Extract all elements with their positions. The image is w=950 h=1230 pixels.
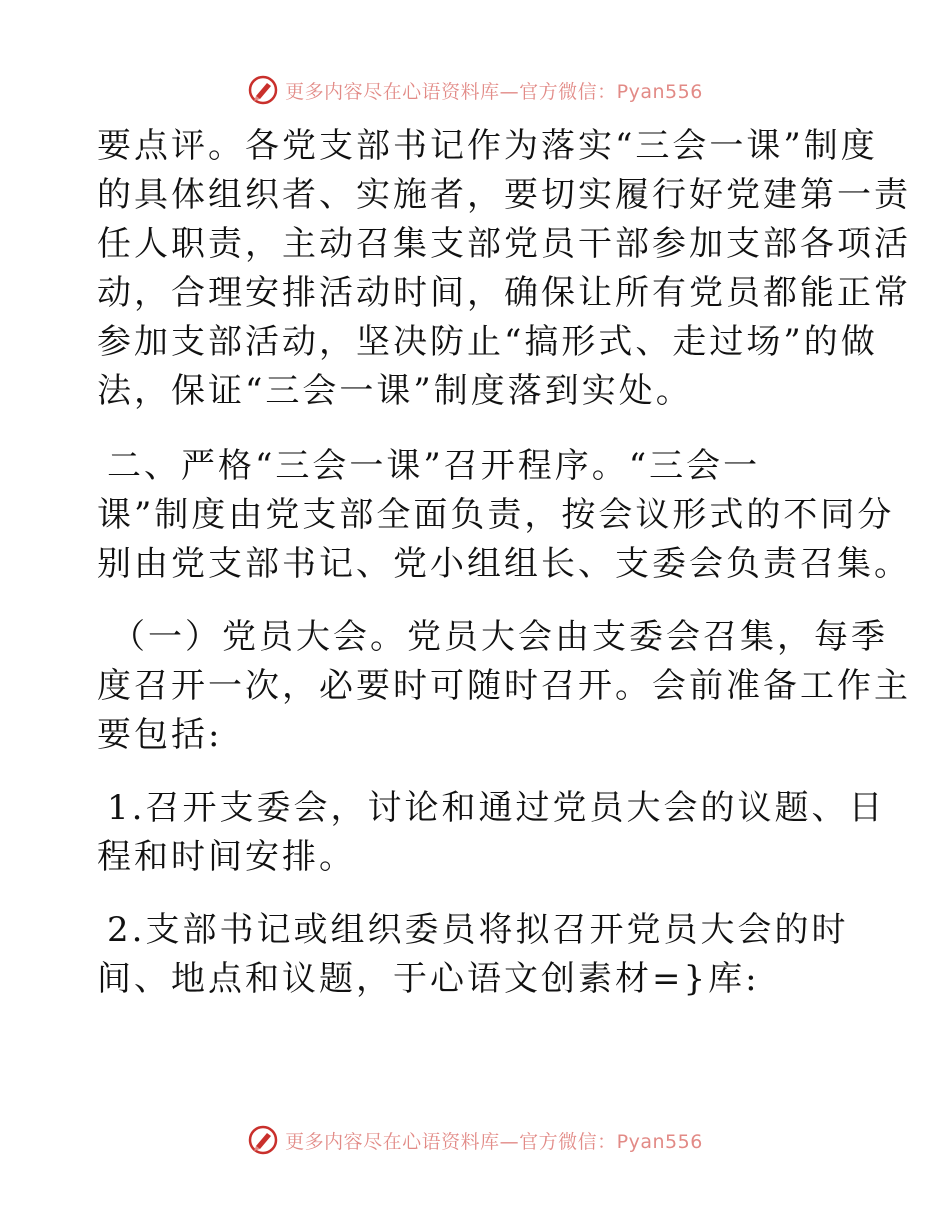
footer-watermark [0,1120,950,1160]
text-line: 的具体组织者、实施者，要切实履行好党建第一责 [97,175,911,215]
text-line: 法，保证“三会一课”制度落到实处。 [97,371,693,411]
text-line: 要包括: [97,715,223,755]
watermark-text: 更多内容尽在心语资料库—官方微信：Pyan556 [285,80,703,103]
text-line: （一）党员大会。党员大会由支委会召集，每季 [111,617,888,657]
text-line: 动，合理安排活动时间，确保让所有党员都能正常 [97,273,911,313]
paragraph-1 [97,122,911,416]
header-watermark [0,70,950,110]
text-line: 程和时间安排。 [97,837,356,877]
text-line: 别由党支部书记、党小组组长、支委会负责召集。 [97,544,911,584]
text-line: 要点评。各党支部书记作为落实“三会一课”制度 [97,126,878,166]
paragraph-3 [97,613,911,760]
pen-logo-icon [247,74,279,106]
text-line: 参加支部活动，坚决防止“搞形式、走过场”的做 [97,322,878,362]
text-line: 间、地点和议题，于心语文创素材=}库: [97,959,760,999]
text-line: 1.召开支委会，讨论和通过党员大会的议题、日 [107,788,886,828]
text-line: 二、严格“三会一课”召开程序。“三会一 [107,446,761,486]
document-body [97,122,911,1004]
paragraph-5 [97,906,857,1004]
watermark-text: 更多内容尽在心语资料库—官方微信：Pyan556 [285,1130,703,1153]
text-line: 任人职责，主动召集支部党员干部参加支部各项活 [97,224,911,264]
paragraph-4 [97,784,886,882]
text-line: 课”制度由党支部全面负责，按会议形式的不同分 [97,495,895,535]
text-line: 度召开一次，必要时可随时召开。会前准备工作主 [97,666,911,706]
text-line: 2.支部书记或组织委员将拟召开党员大会的时 [107,910,849,950]
paragraph-2 [97,442,911,589]
pen-logo-icon [247,1124,279,1156]
